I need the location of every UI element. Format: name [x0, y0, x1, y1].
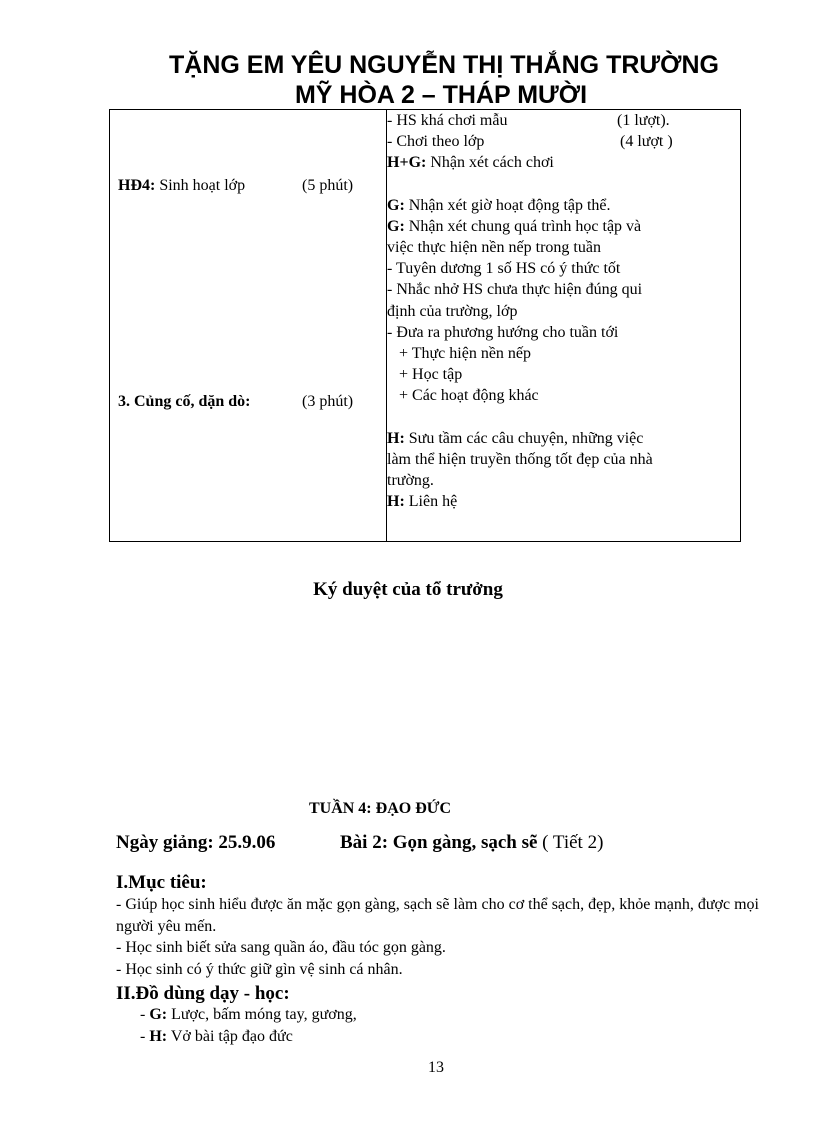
row-homework-2: làm thể hiện truyền thống tốt đẹp của nhà: [387, 450, 653, 468]
row-homework-1: [387, 428, 740, 449]
objective-1: - Giúp học sinh hiểu được ăn mặc gọn gàng, sạch sẽ làm cho cơ thể sạch, đẹp, khỏe mạnh, được mọi người yêu mến.: [116, 896, 759, 935]
spacer: [387, 407, 740, 428]
row-direction-routine: + Thực hiện nền nếp: [399, 345, 532, 363]
row-g-comment-2: [387, 216, 740, 237]
h-label-1: H:: [387, 429, 405, 447]
objectives-title: I.Mục tiêu:: [116, 872, 207, 893]
student-label: H:: [149, 1028, 168, 1045]
header-line-2: MỸ HÒA 2 – THÁP MƯỜI: [294, 81, 588, 109]
materials-student: [140, 1026, 293, 1048]
h-label-2: H:: [387, 493, 405, 511]
row-direction: - Đưa ra phương hướng cho tuần tới: [387, 323, 619, 341]
model-play-text: - HS khá chơi mẫu: [387, 112, 508, 129]
g-label-2: G:: [387, 217, 405, 235]
page-number: 13: [428, 1059, 444, 1076]
row-g-comment-1: [387, 195, 740, 216]
hd4-time: (5 phút): [302, 177, 354, 194]
header-line-1: TẶNG EM YÊU NGUYỄN THỊ THẮNG TRƯỜNG: [169, 51, 719, 79]
row-praise: - Tuyên dương 1 số HS có ý thức tốt: [387, 260, 621, 278]
hd4-label: HĐ4:: [118, 177, 156, 194]
row-direction-study: + Học tập: [399, 366, 463, 384]
hd4-text: Sinh hoạt lớp: [155, 177, 246, 194]
document-header: [110, 50, 760, 110]
row-model-play: [387, 110, 740, 131]
activity-column: [110, 110, 387, 542]
row-class-play: [387, 131, 740, 152]
teacher-label: G:: [149, 1006, 168, 1023]
hd4-row: [118, 177, 245, 195]
materials-title: II.Đồ dùng dạy - học:: [116, 983, 290, 1004]
row-remind: - Nhắc nhở HS chưa thực hiện đúng qui: [387, 281, 643, 299]
row-direction-other: + Các hoạt động khác: [399, 387, 539, 405]
g-text-2: Nhận xét chung quá trình học tập và: [404, 217, 642, 235]
row-hg-comment: [387, 152, 740, 173]
content-column: [387, 110, 741, 542]
row-routine: việc thực hiện nền nếp trong tuần: [387, 239, 601, 257]
hg-label: H+G:: [387, 154, 427, 172]
class-play-count: (4 lượt ): [620, 133, 673, 151]
objectives-list: [116, 894, 766, 980]
teacher-materials: Lược, bấm móng tay, gương,: [167, 1006, 357, 1023]
objective-2: - Học sinh biết sửa sang quần áo, đầu tóc gọn gàng.: [116, 939, 446, 956]
bullet: -: [140, 1028, 150, 1045]
week-title: TUẦN 4: ĐẠO ĐỨC: [308, 800, 452, 817]
signature-heading: Ký duyệt của tổ trưởng: [313, 579, 503, 600]
hg-text: Nhận xét cách chơi: [426, 154, 554, 172]
g-text-1: Nhận xét giờ hoạt động tập thể.: [404, 196, 611, 214]
lesson-title-bold: Bài 2: Gọn gàng, sạch sẽ: [340, 832, 538, 853]
h-text-1: Sưu tầm các câu chuyện, những việc: [404, 429, 644, 447]
row-homework-3: trường.: [387, 472, 434, 490]
teaching-date: Ngày giảng: 25.9.06: [116, 832, 276, 853]
materials-teacher: [140, 1004, 357, 1026]
class-play-text: - Chơi theo lớp: [387, 133, 485, 151]
row-rules: định của trường, lớp: [387, 302, 518, 320]
model-play-count: (1 lượt).: [617, 112, 670, 129]
lesson-period: ( Tiết 2): [537, 832, 604, 853]
bullet: -: [140, 1006, 150, 1023]
student-materials: Vở bài tập đạo đức: [167, 1028, 293, 1045]
lesson-title: [340, 832, 603, 854]
lesson-plan-table: [109, 109, 741, 542]
date-lesson-line: [116, 832, 604, 854]
objective-3: - Học sinh có ý thức giữ gìn vệ sinh cá nhân.: [116, 960, 403, 978]
spacer: [387, 174, 740, 195]
consolidation-time: (3 phút): [302, 393, 354, 410]
h-text-2: Liên hệ: [404, 493, 458, 511]
g-label-1: G:: [387, 196, 405, 214]
consolidation-label: 3. Củng cố, dặn dò:: [118, 393, 251, 410]
row-relate: [387, 491, 740, 512]
